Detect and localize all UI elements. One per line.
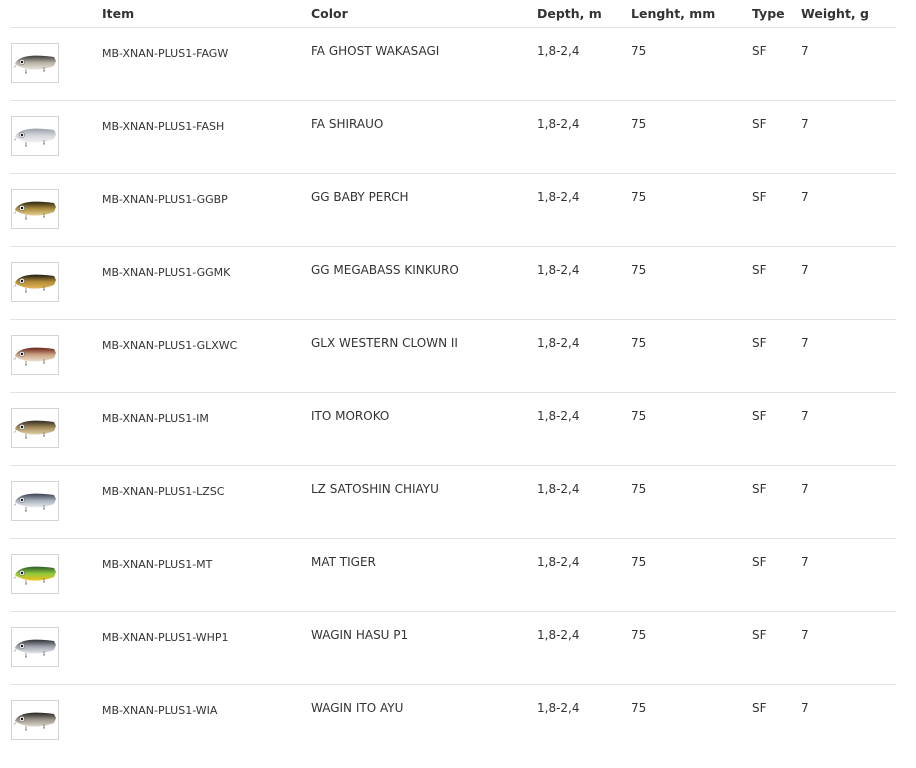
lure-image [12,482,58,520]
depth-value: 1,8-2,4 [537,190,580,204]
color-name: MAT TIGER [311,555,376,569]
item-code: MB-XNAN-PLUS1-WIA [102,704,218,717]
header-depth: Depth, m [537,6,602,21]
table-row [10,247,896,320]
lure-image [12,409,58,447]
item-code: MB-XNAN-PLUS1-FASH [102,120,225,133]
table-row [10,174,896,247]
color-name: LZ SATOSHIN CHIAYU [311,482,439,496]
color-name: WAGIN ITO AYU [311,701,404,715]
length-value: 75 [631,336,647,350]
lure-thumbnail[interactable] [11,481,59,521]
depth-value: 1,8-2,4 [537,628,580,642]
lure-thumbnail[interactable] [11,554,59,594]
lure-thumbnail[interactable] [11,627,59,667]
lure-image [12,701,58,739]
lure-thumbnail[interactable] [11,116,59,156]
lure-thumbnail[interactable] [11,335,59,375]
color-name: GG MEGABASS KINKURO [311,263,459,277]
depth-value: 1,8-2,4 [537,409,580,423]
color-name: FA SHIRAUO [311,117,384,131]
depth-value: 1,8-2,4 [537,117,580,131]
table-row [10,685,896,757]
length-value: 75 [631,409,647,423]
type-value: SF [752,628,767,642]
lure-thumbnail[interactable] [11,700,59,740]
table-row [10,28,896,101]
table-row [10,466,896,539]
weight-value: 7 [801,555,809,569]
table-row [10,612,896,685]
item-code: MB-XNAN-PLUS1-WHP1 [102,631,229,644]
type-value: SF [752,409,767,423]
depth-value: 1,8-2,4 [537,44,580,58]
color-name: ITO MOROKO [311,409,390,423]
length-value: 75 [631,701,647,715]
length-value: 75 [631,44,647,58]
color-name: GLX WESTERN CLOWN II [311,336,458,350]
item-code: MB-XNAN-PLUS1-IM [102,412,209,425]
item-code: MB-XNAN-PLUS1-GGBP [102,193,228,206]
type-value: SF [752,336,767,350]
weight-value: 7 [801,628,809,642]
length-value: 75 [631,117,647,131]
type-value: SF [752,482,767,496]
table-body [0,28,916,757]
header-length: Lenght, mm [631,6,716,21]
lure-image [12,44,58,82]
type-value: SF [752,44,767,58]
table-row [10,101,896,174]
type-value: SF [752,555,767,569]
table-header [10,0,896,28]
table-row [10,320,896,393]
item-code: MB-XNAN-PLUS1-MT [102,558,213,571]
color-name: GG BABY PERCH [311,190,409,204]
header-item: Item [102,6,135,21]
color-name: WAGIN HASU P1 [311,628,409,642]
depth-value: 1,8-2,4 [537,555,580,569]
length-value: 75 [631,555,647,569]
type-value: SF [752,117,767,131]
weight-value: 7 [801,190,809,204]
color-name: FA GHOST WAKASAGI [311,44,440,58]
length-value: 75 [631,482,647,496]
header-weight: Weight, g [801,6,869,21]
table-row [10,539,896,612]
weight-value: 7 [801,701,809,715]
type-value: SF [752,701,767,715]
weight-value: 7 [801,336,809,350]
lure-image [12,117,58,155]
lure-image [12,263,58,301]
weight-value: 7 [801,482,809,496]
lure-thumbnail[interactable] [11,408,59,448]
weight-value: 7 [801,263,809,277]
lure-image [12,555,58,593]
weight-value: 7 [801,44,809,58]
lure-thumbnail[interactable] [11,262,59,302]
lure-thumbnail[interactable] [11,43,59,83]
depth-value: 1,8-2,4 [537,263,580,277]
length-value: 75 [631,263,647,277]
type-value: SF [752,263,767,277]
item-code: MB-XNAN-PLUS1-GLXWC [102,339,238,352]
depth-value: 1,8-2,4 [537,336,580,350]
item-code: MB-XNAN-PLUS1-LZSC [102,485,225,498]
lure-image [12,336,58,374]
weight-value: 7 [801,117,809,131]
depth-value: 1,8-2,4 [537,701,580,715]
header-type: Type [752,6,785,21]
lure-thumbnail[interactable] [11,189,59,229]
header-color: Color [311,6,348,21]
length-value: 75 [631,190,647,204]
weight-value: 7 [801,409,809,423]
item-code: MB-XNAN-PLUS1-GGMK [102,266,231,279]
lure-image [12,190,58,228]
depth-value: 1,8-2,4 [537,482,580,496]
lure-image [12,628,58,666]
item-code: MB-XNAN-PLUS1-FAGW [102,47,229,60]
length-value: 75 [631,628,647,642]
type-value: SF [752,190,767,204]
table-row [10,393,896,466]
